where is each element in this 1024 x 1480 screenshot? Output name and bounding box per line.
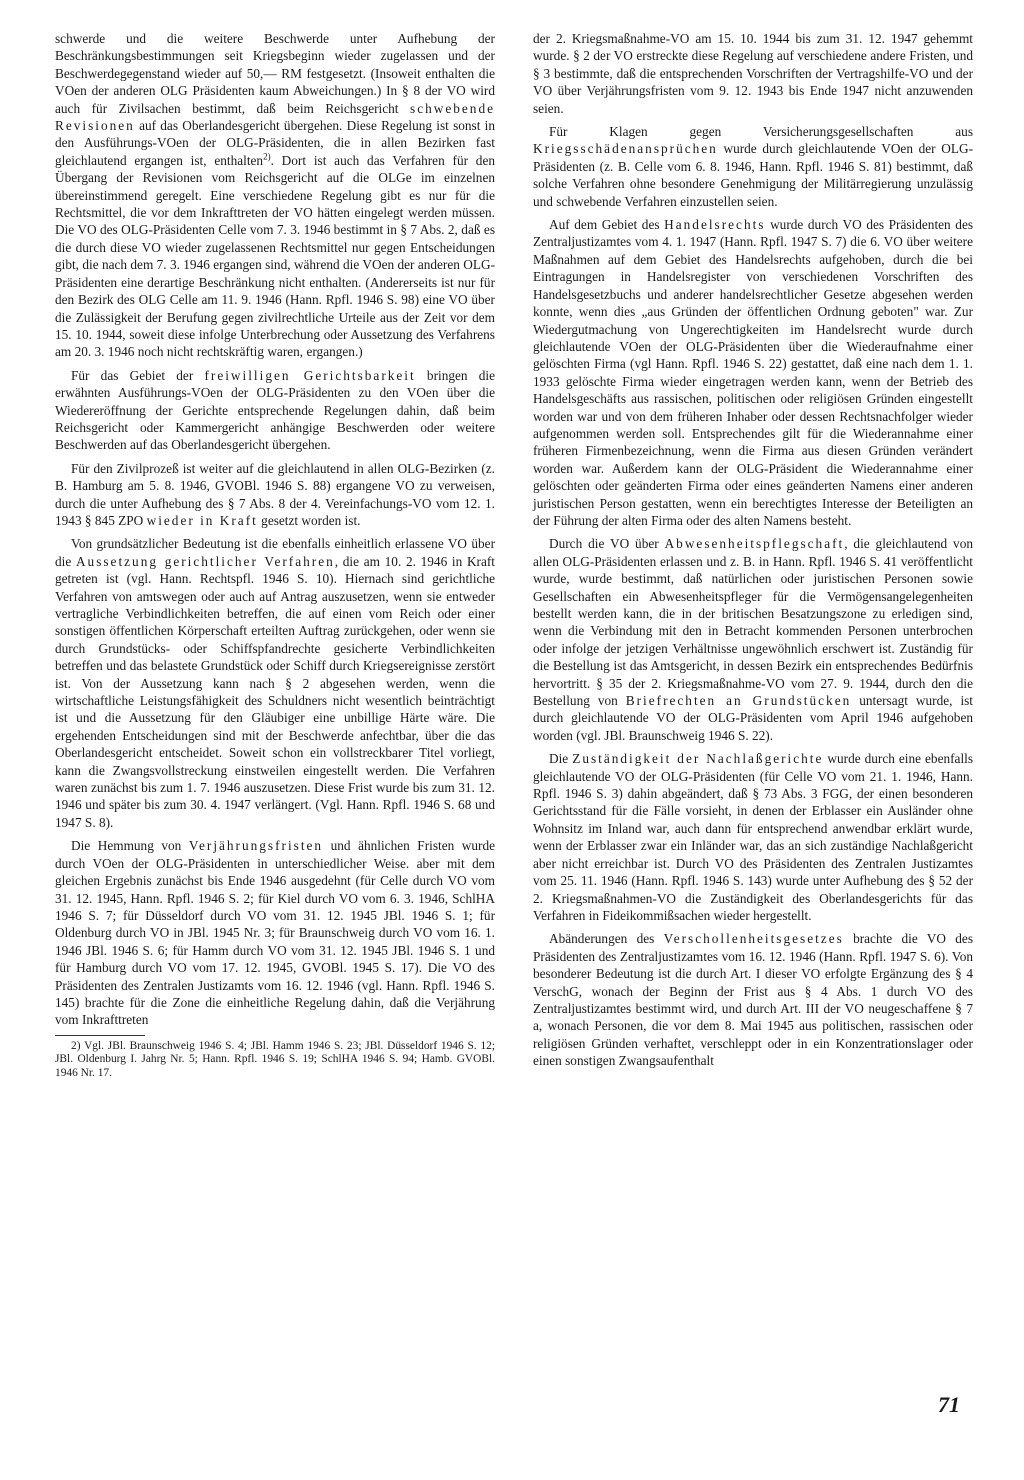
emphasized-term: Verjährungsfristen xyxy=(188,838,324,854)
right-column xyxy=(533,30,973,1076)
paragraph: Abänderungen des Verschollenheitsgesetzes brachte die VO des Präsidenten des Zentraljustizamtes vom 16. 12. 1946 (Hann. Rpfl. 1947 S. 6). Von besonderer Bedeutung ist die durch Art. I dieser VO erfolgte Ergänzung des § 4 VerschG, wonach der Beginn der Frist aus § 4 Abs. 1 durch VO des Zentraljustizamtes bestimmt wird, und durch Art. III der VO neugeschaffene § 7 a, wonach Personen, die vor dem 8. Mai 1945 aus politischen, rassischen oder religiösen Gründen verhaftet, verschleppt oder in ein Konzentrationslager oder einen sonstigen Zwangsaufenthalt xyxy=(533,931,974,1069)
footnote: 2) Vgl. JBl. Braunschweig 1946 S. 4; JBl. Hamm 1946 S. 23; JBl. Düsseldorf 1946 S. 12; JBl. Oldenburg I. Jahrg Nr. 5; Hann. Rpfl. 1946 S. 19; SchlHA 1946 S. 94; Hamb. GVOBl. 1946 Nr. 17. xyxy=(55,1039,495,1079)
footnote-reference: 2) xyxy=(263,151,271,162)
left-column xyxy=(55,30,495,1087)
page-number: 71 xyxy=(938,1392,960,1417)
emphasized-term: schwebende Revisionen xyxy=(55,100,495,134)
emphasized-term: Zuständigkeit der Nachlaßgerichte xyxy=(572,751,824,767)
emphasized-term: wieder in Kraft xyxy=(146,512,258,528)
paragraph: Für den Zivilprozeß ist weiter auf die gleichlautend in allen OLG-Bezirken (z. B. Hamburg am 5. 8. 1946, GVOBl. 1946 S. 88) ergangene VO zu verweisen, durch die unter Aufhebung des § 7 Abs. 8 der 4. Vereinfachungs-VO vom 12. 1. 1943 § 845 ZPO wieder in Kraft gesetzt worden ist. xyxy=(55,460,495,528)
emphasized-term: Briefrechten an Grundstücken xyxy=(625,693,852,709)
paragraph: Für Klagen gegen Versicherungsgesellschaften aus Kriegsschädenansprüchen wurde durch gleichlautende VOen der OLG-Präsidenten (z. B. Celle vom 6. 8. 1946, Hann. Rpfl. 1946 S. 81) bestimmt, daß solche Verfahren ohne besondere Genehmigung der Militärregierung unzulässig und schwebende Verfahren einzustellen seien. xyxy=(533,124,974,209)
paragraph: der 2. Kriegsmaßnahme-VO am 15. 10. 1944 bis zum 31. 12. 1947 gehemmt wurde. § 2 der VO erstreckte diese Regelung auf verschiedene andere Fristen, und § 3 bestimmte, daß die entsprechenden Vorschriften der Vertragshilfe-VO und der VO über Verjährungsfristen vom 9. 12. 1943 bis Ende 1947 nicht anzuwenden seien. xyxy=(533,31,973,116)
emphasized-term: Handelsrechts xyxy=(664,217,766,233)
paragraph: Die Hemmung von Verjährungsfristen und ähnlichen Fristen wurde durch VOen der OLG-Präsidenten in unterschiedlicher Weise. aber mit dem gleichen Ergebnis zunächst bis Ende 1946 ausgedehnt (für Celle durch VO vom 31. 12. 1945, Hann. Rpfl. 1946 S. 2; für Kiel durch VO vom 6. 3. 1946, SchlHA 1946 S. 7; für Düsseldorf durch VO vom 31. 12. 1945 JBl. 1946 S. 1; für Oldenburg durch VO in JBl. 1945 Nr. 3; für Braunschweig durch VO vom 16. 1. 1946 JBl. 1946 S. 6; für Hamm durch VO vom 31. 12. 1945 JBl. 1946 S. 1 und für Hamburg durch VO vom 17. 12. 1945, GVOBl. 1945 S. 17). Die VO des Präsidenten des Zentralen Justizamts vom 16. 12. 1946 (vgl. Hann. Rpfl. 1946 S. 145) brachte für die Zone die einheitliche Regelung dahin, daß die Verjährung vom Inkrafttreten xyxy=(55,838,495,1028)
emphasized-term: Aussetzung gerichtlicher Verfahren xyxy=(75,553,335,569)
paragraph: Die Zuständigkeit der Nachlaßgerichte wurde durch eine ebenfalls gleichlautende VO der OLG-Präsidenten (für Celle VO vom 21. 1. 1946, Hann. Rpfl. 1946 S. 3) dahin abgeändert, daß § 73 Abs. 3 FGG, der einen besonderen Gerichtsstand für die Fälle vorsieht, in denen der Erblasser ein Ausländer ohne Wohnsitz im Inland war, auch dann für entsprechend anwendbar erklärt wurde, wenn der Erblasser zwar ein Inländer war, das an sich zuständige Nachlaßgericht aber nicht erreichbar ist. Durch VO des Präsidenten des Zentralen Justizamtes vom 25. 11. 1946 (Hann. Rpfl. 1946 S. 143) wurde unter Aufhebung des § 52 der 2. Kriegsmaßnahmen-VO die Zuständigkeit des Oberlandesgerichts für das Verfahren in Fideikommißsachen wieder hergestellt. xyxy=(533,751,974,923)
paragraph: Auf dem Gebiet des Handelsrechts wurde durch VO des Präsidenten des Zentraljustizamtes vom 4. 1. 1947 (Hann. Rpfl. 1947 S. 7) die 6. VO über weitere Maßnahmen auf dem Gebiet des Handelsrechts aufgehoben, durch die bei Eintragungen in Handelsregister von verschiedenen Vorschriften des Handelsgesetzbuchs und anderer handelsrechtlicher Gesetze abgesehen werden konnte, wenn dies „aus Gründen der öffentlichen Ordnung geboten" war. Zur Wiedergutmachung von Ungerechtigkeiten im Handelsrecht wurde durch gleichlautende VOen der OLG-Präsidenten über die Wiederaufnahme einer gelöschten Firma (vgl Hann. Rpfl. 1946 S. 22) gestattet, daß eine nach dem 1. 1. 1933 gelöschte Firma wieder eingetragen werden kann, wenn der Betrieb des Handelsgeschäfts aus rassischen, politischen oder religiösen Gründen eingestellt worden war und von dem früheren Inhaber oder dessen Rechtsnachfolger wieder aufgenommen werden soll. Entsprechendes gilt für die Wiederannahme einer früheren Firmenbezeichnung, wenn die Firma aus diesen Gründen verändert worden war. Außerdem kann der OLG-Präsident die Wiederannahme einer gelöschten oder geänderten Firma oder eines geänderten Namens einer anderen juristischen Person gestatten, wenn ein berechtigtes Interesse der Beteiligten an der Führung der alten Firma oder des alten Namens besteht. xyxy=(533,217,974,528)
emphasized-term: Kriegsschädenansprüchen xyxy=(533,141,718,157)
paragraph: Durch die VO über Abwesenheitspflegschaft, die gleichlautend von allen OLG-Präsidenten erlassen und z. B. in Hann. Rpfl. 1946 S. 41 veröffentlicht wurde, wurde bestimmt, daß natürlichen oder juristischen Personen sowie Gesellschaften ein Abwesenheitspfleger für die Vermögensangelegenheiten bestellt werden kann, die in der britischen Besatzungszone zu erledigen sind, wenn die Verbindung mit den in Betracht kommenden Personen unterbrochen oder infolge der jetzigen Verhältnisse ungewöhnlich erschwert ist. Zuständig für die Bestellung ist das Amtsgericht, in dessen Bezirk ein entsprechendes Bedürfnis hervortritt. § 35 der 2. Kriegsmaßnahme-VO vom 27. 9. 1944, durch den die Bestellung von Briefrechten an Grundstücken untersagt wurde, ist durch gleichlautende VO der OLG-Präsidenten vom April 1946 aufgehoben worden (vgl. JBl. Braunschweig 1946 S. 22). xyxy=(533,536,974,743)
paragraph: Für das Gebiet der freiwilligen Gerichtsbarkeit bringen die erwähnten Ausführungs-VOen der OLG-Präsidenten zu den VOen über die Wiedereröffnung der Gerichte entsprechende Regelungen dahin, daß beim Reichsgericht oder Kammergericht anhängige Beschwerden oder weitere Beschwerden auf das Oberlandesgericht übergehen. xyxy=(55,367,495,453)
paragraph: Von grundsätzlicher Bedeutung ist die ebenfalls einheitlich erlassene VO über die Aussetzung gerichtlicher Verfahren, die am 10. 2. 1946 in Kraft getreten ist (vgl. Hann. Rechtspfl. 1946 S. 10). Hiernach sind gerichtliche Verfahren von amtswegen oder auch auf Antrag auszusetzen, wenn sie entweder vertragliche Verbindlichkeiten betreffen, die auf einen vom Reich oder einer sonstigen öffentlichen Körperschaft erteilten Auftrag zurückgehen, oder wenn sie durch Grundstücks- oder Schiffspfandrechte gesicherte Verbindlichkeiten betreffen und das belastete Grundstück oder Schiff durch Kriegsereignisse zerstört ist. Von der Aussetzung kann nach § 2 abgesehen werden, wenn die wirtschaftliche Leistungsfähigkeit des Schuldners nicht wesentlich beinträchtigt ist und die Aussetzung für den Gläubiger eine unbillige Härte wäre. Die ergehenden Entscheidungen sind mit der Beschwerde anfechtbar, über die das Oberlandesgericht entscheidet. Soweit schon ein vollstreckbarer Titel vorliegt, kann die Zwangsvollstreckung einstweilen eingestellt werden. Die Verfahren waren zunächst bis zum 1. 7. 1946 auszusetzen. Diese Frist wurde bis zum 31. 12. 1946 und später bis zum 30. 4. 1947 verlängert. (Vgl. Hann. Rpfl. 1946 S. 68 und 1947 S. 8). xyxy=(55,536,495,830)
emphasized-term: Verschollenheitsgesetzes xyxy=(663,931,844,947)
paragraph: schwerde und die weitere Beschwerde unter Aufhebung der Beschränkungsbestimmungen seit Kriegsbeginn wieder zugelassen und der Beschwerdegegenstand wieder auf 50,— RM festgesetzt. (Insoweit enthalten die VOen der anderen OLG Präsidenten kaum Abweichungen.) In § 8 der VO wird auch für Zivilsachen bestimmt, daß beim Reichsgericht schwebende Revisionen auf das Oberlandesgericht übergehen. Diese Regelung ist sonst in den Ausführungs-VOen der OLG-Präsidenten, die in allen Bezirken fast gleichlautend ergangen ist, enthalten$^{2)}$. Dort ist auch das Verfahren für den Übergang der Revisionen vom Reichsgericht auf die OLGe im einzelnen übereinstimmend geregelt. Eine verschiedene Regelung gibt es nur für die Rechtsmittel, die vor dem Inkrafttreten der VO hätten eingelegt werden müssen. Die VO des OLG-Präsidenten Celle vom 7. 3. 1946 bestimmt in § 7 Abs. 2, daß es die durch diese VO wieder zugelassenen Rechtsmittel nur gegen Entscheidungen gibt, die nach dem 7. 3. 1946 ergangen sind, während die VOen der anderen OLG-Präsidenten eine derartige Beschränkung nicht enthalten. (Andererseits ist nur für den Bezirk des OLG Celle am 11. 9. 1946 (Hann. Rpfl. 1946 S. 98) eine VO über die Zulässigkeit der Berufung gegen zivilrechtliche Urteile aus der Zeit vor dem 15. 10. 1944, soweit diese infolge Unterbrechung oder Aussetzung des Verfahrens am 20. 3. 1946 noch nicht rechtskräftig waren, ergangen.) xyxy=(55,31,495,360)
emphasized-term: freiwilligen Gerichtsbarkeit xyxy=(204,367,416,383)
footnote-divider xyxy=(55,1035,145,1036)
emphasized-term: Abwesenheitspflegschaft xyxy=(664,536,845,552)
